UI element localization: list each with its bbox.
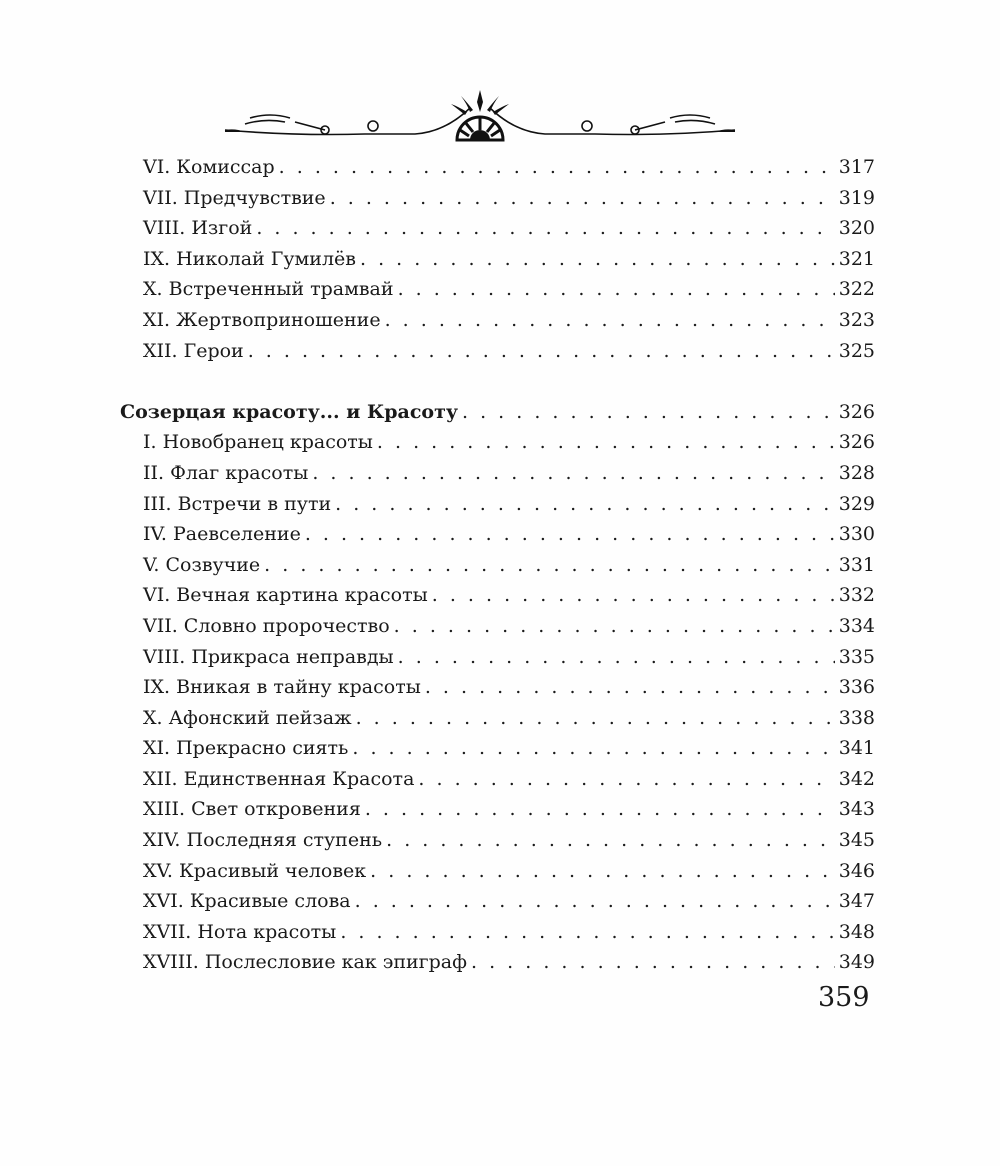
toc-entry: [120, 550, 875, 581]
toc-entry-page: 349: [838, 951, 875, 974]
toc-entry-title: XII. Единственная Красота: [143, 767, 415, 790]
toc-entry-page: 321: [838, 247, 875, 270]
toc-entry: [120, 458, 875, 489]
dot-leader: [312, 458, 834, 489]
toc-entry-page: 329: [838, 492, 875, 515]
ornament-divider-icon: [215, 88, 745, 148]
toc-entry: [120, 917, 875, 948]
toc-entry: [120, 733, 875, 764]
dot-leader: [340, 917, 834, 948]
toc-section-heading: [120, 397, 875, 428]
toc-entry: [120, 947, 875, 978]
table-of-contents: [120, 152, 875, 978]
dot-leader: [398, 274, 835, 305]
dot-leader: [377, 427, 835, 458]
toc-entry-title: X. Встреченный трамвай: [143, 278, 394, 301]
toc-entry: [120, 794, 875, 825]
toc-entry: [120, 213, 875, 244]
toc-entry-title: XVIII. Послесловие как эпиграф: [143, 951, 468, 974]
toc-entry-title: IX. Николай Гумилёв: [143, 247, 356, 270]
dot-leader: [394, 611, 835, 642]
toc-entry: [120, 427, 875, 458]
dot-leader: [335, 489, 835, 520]
toc-spacer: [120, 366, 875, 397]
dot-leader: [360, 244, 835, 275]
toc-entry-title: I. Новобранец красоты: [143, 431, 373, 454]
toc-entry-page: 326: [838, 400, 875, 423]
dot-leader: [418, 764, 834, 795]
toc-entry: [120, 886, 875, 917]
toc-entry-page: 317: [838, 156, 875, 178]
toc-entry: [120, 489, 875, 520]
toc-entry: [120, 274, 875, 305]
toc-entry-title: XIV. Последняя ступень: [143, 829, 383, 852]
toc-entry: [120, 611, 875, 642]
toc-entry-page: 338: [838, 706, 875, 729]
page-number: 359: [818, 982, 870, 1013]
toc-entry-title: XI. Прекрасно сиять: [143, 737, 349, 760]
toc-entry-title: X. Афонский пейзаж: [143, 706, 352, 729]
toc-entry: [120, 244, 875, 275]
toc-entry-title: VIII. Изгой: [143, 217, 253, 240]
toc-entry-page: 320: [838, 217, 875, 240]
toc-entry: [120, 152, 875, 183]
toc-entry-title: XIII. Свет откровения: [143, 798, 361, 821]
toc-entry-page: 346: [838, 859, 875, 882]
toc-entry: [120, 580, 875, 611]
toc-entry: [120, 825, 875, 856]
toc-entry: [120, 764, 875, 795]
toc-entry-title: VI. Комиссар: [143, 156, 275, 178]
toc-entry-title: V. Созвучие: [143, 553, 261, 576]
toc-entry: [120, 642, 875, 673]
toc-entry-title: IV. Раевселение: [143, 523, 301, 546]
toc-entry: [120, 519, 875, 550]
dot-leader: [264, 550, 835, 581]
toc-entry: [120, 336, 875, 367]
toc-entry-page: 319: [838, 186, 875, 209]
toc-entry: [120, 856, 875, 887]
toc-entry-page: 334: [838, 614, 875, 637]
dot-leader: [256, 213, 834, 244]
toc-entry-title: VIII. Прикраса неправды: [143, 645, 394, 668]
toc-entry: [120, 305, 875, 336]
toc-entry-page: 331: [838, 553, 875, 576]
toc-entry-page: 326: [838, 431, 875, 454]
toc-entry-page: 325: [838, 339, 875, 362]
dot-leader: [462, 397, 835, 428]
toc-entry: [120, 672, 875, 703]
dot-leader: [471, 947, 835, 978]
toc-entry-title: Созерцая красоту... и Красоту: [120, 400, 459, 423]
dot-leader: [355, 886, 835, 917]
toc-entry-page: 342: [838, 767, 875, 790]
dot-leader: [365, 794, 835, 825]
toc-entry-page: 347: [838, 890, 875, 913]
toc-entry-page: 348: [838, 920, 875, 943]
toc-entry-page: 335: [838, 645, 875, 668]
dot-leader: [385, 305, 835, 336]
dot-leader: [370, 856, 835, 887]
toc-entry-title: VI. Вечная картина красоты: [143, 584, 428, 607]
toc-entry-page: 328: [838, 461, 875, 484]
toc-entry-page: 343: [838, 798, 875, 821]
dot-leader: [356, 703, 835, 734]
toc-entry-page: 332: [838, 584, 875, 607]
toc-entry-title: VII. Словно пророчество: [143, 614, 390, 637]
toc-entry-title: XV. Красивый человек: [143, 859, 367, 882]
dot-leader: [279, 152, 835, 183]
toc-entry-title: II. Флаг красоты: [143, 461, 309, 484]
dot-leader: [248, 336, 835, 367]
toc-entry-title: XVII. Нота красоты: [143, 920, 337, 943]
toc-entry-title: XII. Герои: [143, 339, 244, 362]
toc-entry: [120, 183, 875, 214]
toc-entry-page: 323: [838, 308, 875, 331]
dot-leader: [330, 183, 835, 214]
toc-entry-page: 330: [838, 523, 875, 546]
dot-leader: [386, 825, 835, 856]
dot-leader: [305, 519, 835, 550]
toc-entry-title: III. Встречи в пути: [143, 492, 332, 515]
dot-leader: [398, 642, 835, 673]
dot-leader: [352, 733, 834, 764]
toc-entry-title: VII. Предчувствие: [143, 186, 326, 209]
toc-entry-page: 322: [838, 278, 875, 301]
toc-entry-page: 336: [838, 676, 875, 699]
toc-entry-title: XI. Жертвоприношение: [143, 308, 381, 331]
toc-entry-page: 341: [838, 737, 875, 760]
toc-entry-title: IX. Вникая в тайну красоты: [143, 676, 421, 699]
toc-entry: [120, 703, 875, 734]
toc-entry-title: XVI. Красивые слова: [143, 890, 351, 913]
toc-entry-page: 345: [838, 829, 875, 852]
dot-leader: [425, 672, 835, 703]
dot-leader: [432, 580, 835, 611]
